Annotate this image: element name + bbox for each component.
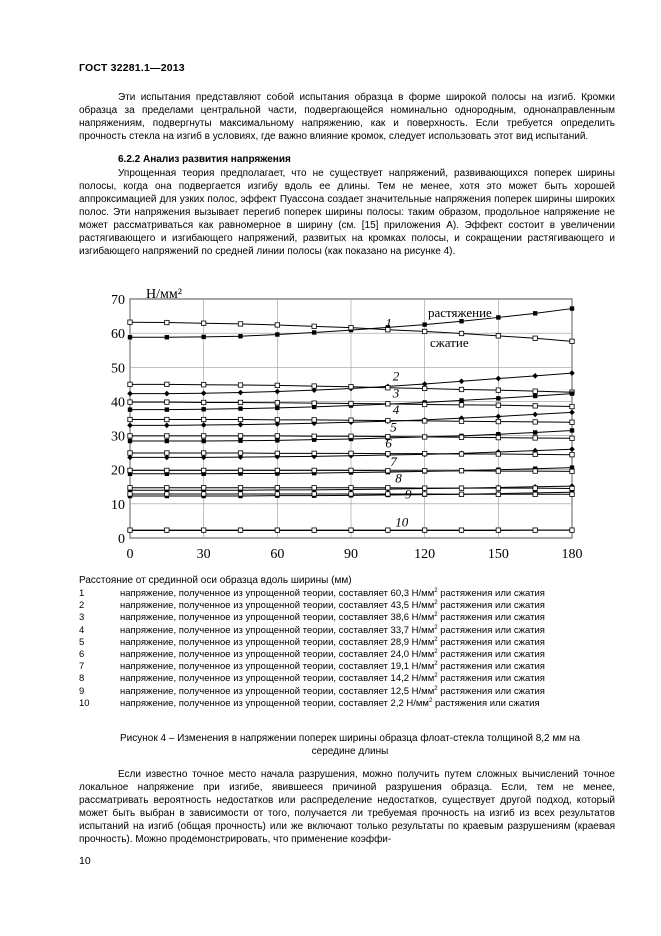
data-point	[312, 486, 316, 490]
data-point	[532, 412, 538, 418]
data-point	[165, 486, 169, 490]
data-point	[275, 383, 279, 387]
data-point	[386, 402, 390, 406]
data-point	[459, 452, 463, 456]
data-point	[201, 382, 205, 386]
data-point	[496, 414, 502, 420]
data-point	[275, 401, 279, 405]
data-point	[496, 388, 500, 392]
x-axis-caption: Расстояние от срединной оси образца вдоль ширины (мм)	[79, 575, 352, 586]
data-point	[201, 422, 207, 428]
legend-number: 7	[79, 661, 85, 673]
data-point	[275, 323, 279, 327]
data-point	[570, 528, 574, 532]
data-point	[349, 468, 353, 472]
legend-text: напряжение, полученное из упрощенной теории, составляет 2,2 $Н/мм^2$ растяжения или сжатия	[120, 697, 540, 709]
data-point	[569, 410, 575, 416]
data-point	[422, 402, 426, 406]
data-point	[238, 322, 242, 326]
data-point	[386, 469, 390, 473]
document-code-header: ГОСТ 32281.1—2013	[79, 62, 185, 74]
legend-number: 4	[79, 624, 85, 636]
data-point	[165, 382, 169, 386]
data-point	[459, 419, 463, 423]
data-point	[312, 451, 316, 455]
data-point	[201, 486, 205, 490]
data-point	[349, 325, 353, 329]
data-point	[128, 486, 132, 490]
data-point	[422, 492, 426, 496]
x-tick-label: 150	[487, 547, 509, 562]
data-point	[312, 434, 316, 438]
data-point	[459, 486, 463, 490]
stress-chart-svg	[90, 278, 590, 572]
legend-number: 9	[79, 685, 85, 697]
data-point	[459, 387, 463, 391]
legend-item	[79, 649, 619, 661]
data-point	[238, 400, 242, 404]
data-point	[570, 469, 574, 473]
data-point	[238, 417, 242, 421]
curve-label: 8	[395, 470, 402, 486]
data-point	[533, 394, 537, 398]
data-point	[201, 335, 205, 339]
data-point	[422, 486, 426, 490]
data-point	[569, 370, 575, 376]
data-point	[238, 528, 242, 532]
data-point	[312, 418, 316, 422]
curve-label: 3	[392, 385, 400, 401]
data-point	[533, 430, 537, 434]
data-point	[128, 320, 132, 324]
data-point	[165, 451, 169, 455]
data-point	[238, 406, 242, 410]
data-point	[570, 486, 574, 490]
data-point	[128, 335, 132, 339]
data-point	[128, 417, 132, 421]
curve-label: 10	[395, 514, 409, 530]
data-point	[496, 376, 502, 382]
data-point	[238, 438, 242, 442]
data-point	[238, 468, 242, 472]
legend-item	[79, 661, 619, 673]
data-point	[459, 398, 463, 402]
data-point	[312, 468, 316, 472]
data-point	[459, 528, 463, 532]
data-point	[422, 469, 426, 473]
data-point	[128, 400, 132, 404]
data-point	[496, 469, 500, 473]
y-tick-label: 0	[118, 532, 125, 547]
x-tick-label: 180	[561, 547, 583, 562]
data-point	[422, 322, 426, 326]
data-point	[459, 403, 463, 407]
data-point	[496, 492, 500, 496]
data-point	[312, 330, 316, 334]
data-point	[422, 528, 426, 532]
data-point	[496, 403, 500, 407]
legend-text: напряжение, полученное из упрощенной теории, составляет 33,7 $Н/мм^2$ растяжения или сжатия	[120, 624, 545, 636]
curve-legend	[79, 588, 619, 710]
data-point	[496, 452, 500, 456]
data-point	[532, 373, 538, 379]
data-point	[128, 439, 132, 443]
legend-text: напряжение, полученное из упрощенной теории, составляет 43,5 $Н/мм^2$ растяжения или сжатия	[120, 600, 545, 612]
data-point	[312, 492, 316, 496]
data-point	[238, 486, 242, 490]
legend-item	[79, 600, 619, 612]
paragraph-fracture-origin: Если известно точное место начала разрушения, можно получить путем сложных вычислений точное локальное напряжение при изгибе, явившееся причиной разрушения образца. Если, тем не менее, рассматривать вероятность недостатков или распределение недостатков, существует другой подход, который может быть выбран в зависимости от того, получается ли требуемая прочность на изгиб из всех результатов испытаний на изгиб (общая прочность) или же включают только результаты по краевым разрушениям (краевая прочность). Можно продемонстрировать, что применение коэффи-	[79, 769, 615, 845]
data-point	[201, 468, 205, 472]
data-point	[349, 401, 353, 405]
data-point	[570, 428, 574, 432]
data-point	[533, 311, 537, 315]
data-point	[238, 434, 242, 438]
curve-label: 4	[392, 402, 400, 418]
data-point	[533, 336, 537, 340]
x-tick-label: 60	[270, 547, 285, 562]
data-point	[275, 468, 279, 472]
data-point	[238, 451, 242, 455]
data-point	[533, 486, 537, 490]
data-point	[496, 486, 500, 490]
data-point	[533, 528, 537, 532]
data-point	[164, 423, 170, 429]
data-point	[201, 407, 205, 411]
legend-item	[79, 625, 619, 637]
data-point	[165, 335, 169, 339]
data-point	[165, 434, 169, 438]
data-point	[275, 528, 279, 532]
data-point	[570, 492, 574, 496]
data-point	[312, 324, 316, 328]
data-point	[238, 334, 242, 338]
x-tick-label: 120	[414, 547, 436, 562]
data-point	[570, 452, 574, 456]
page-number: 10	[79, 855, 91, 867]
data-point	[533, 420, 537, 424]
data-point	[349, 492, 353, 496]
legend-number: 5	[79, 636, 85, 648]
compression-annotation: сжатие	[430, 335, 469, 350]
data-point	[127, 391, 133, 397]
data-point	[496, 528, 500, 532]
data-point	[238, 383, 242, 387]
legend-number: 1	[79, 588, 85, 599]
data-point	[165, 468, 169, 472]
paragraph-edge-testing: Эти испытания представляют собой испытания образца в форме широкой полосы на изгиб. Кромки образца за пределами центральной части, подвергающейся номинально однородным, однонаправленным напряжениям, подвергнуты максимальному напряжению, как и поверхность. Если требуется определить прочность стекла на изгиб в условиях, где важно влияние кромок, следует использовать этот вид испытаний.	[79, 92, 615, 142]
data-point	[201, 390, 207, 396]
legend-number: 6	[79, 649, 85, 661]
data-point	[128, 468, 132, 472]
data-point	[238, 390, 244, 396]
data-point	[349, 486, 353, 490]
data-point	[275, 451, 279, 455]
data-point	[164, 391, 170, 397]
data-point	[165, 492, 169, 496]
data-point	[422, 419, 426, 423]
data-point	[422, 386, 426, 390]
data-point	[165, 439, 169, 443]
data-point	[201, 321, 205, 325]
data-point	[459, 469, 463, 473]
data-point	[275, 406, 279, 410]
legend-number: 8	[79, 673, 85, 685]
data-point	[533, 452, 537, 456]
legend-number: 10	[79, 697, 90, 709]
data-point	[496, 419, 500, 423]
legend-item	[79, 637, 619, 649]
data-point	[533, 492, 537, 496]
curve-label: 9	[405, 486, 412, 502]
data-point	[201, 417, 205, 421]
legend-item	[79, 698, 619, 710]
data-point	[165, 407, 169, 411]
data-point	[422, 435, 426, 439]
legend-text: напряжение, полученное из упрощенной теории, составляет 38,6 $Н/мм^2$ растяжения или сжатия	[120, 612, 545, 624]
legend-item	[79, 612, 619, 624]
data-point	[570, 436, 574, 440]
data-point	[570, 404, 574, 408]
y-tick-label: 50	[111, 361, 125, 377]
y-tick-label: 70	[111, 293, 125, 308]
data-point	[275, 434, 279, 438]
y-axis-label: Н/мм²	[146, 287, 182, 302]
curve-label: 2	[392, 368, 400, 384]
x-tick-label: 30	[196, 547, 211, 562]
data-point	[201, 492, 205, 496]
data-point	[275, 486, 279, 490]
data-point	[312, 528, 316, 532]
data-point	[275, 418, 279, 422]
data-point	[570, 391, 574, 395]
data-point	[569, 446, 575, 452]
curve-label: 7	[390, 453, 397, 469]
tension-annotation: растяжение	[428, 305, 492, 320]
data-point	[496, 396, 500, 400]
data-point	[386, 492, 390, 496]
data-point	[459, 492, 463, 496]
data-point	[422, 329, 426, 333]
data-point	[201, 434, 205, 438]
data-point	[496, 334, 500, 338]
y-tick-label: 60	[111, 327, 125, 343]
data-point	[128, 382, 132, 386]
data-point	[349, 385, 353, 389]
data-point	[496, 315, 500, 319]
data-point	[349, 434, 353, 438]
data-point	[275, 389, 281, 395]
data-point	[201, 439, 205, 443]
data-point	[459, 435, 463, 439]
y-tick-label: 30	[111, 429, 125, 445]
data-point	[570, 420, 574, 424]
data-point	[128, 528, 132, 532]
data-point	[165, 320, 169, 324]
curve-label: 1	[385, 315, 392, 331]
data-point	[275, 332, 279, 336]
legend-item	[79, 686, 619, 698]
y-tick-label: 10	[111, 497, 125, 513]
data-point	[496, 435, 500, 439]
curve-label: 5	[390, 419, 397, 435]
section-heading: 6.2.2 Анализ развития напряжения	[118, 154, 291, 165]
y-tick-label: 40	[111, 395, 125, 411]
legend-text: напряжение, полученное из упрощенной теории, составляет 60,3 $Н/мм^2$ растяжения или сжатия	[120, 587, 545, 599]
data-point	[165, 417, 169, 421]
data-point	[533, 404, 537, 408]
legend-text: напряжение, полученное из упрощенной теории, составляет 14,2 $Н/мм^2$ растяжения или сжатия	[120, 673, 545, 685]
data-point	[533, 469, 537, 473]
stress-chart	[90, 278, 590, 572]
data-point	[127, 423, 133, 429]
data-point	[165, 400, 169, 404]
y-tick-label: 20	[111, 463, 125, 479]
data-point	[201, 528, 205, 532]
data-point	[201, 451, 205, 455]
data-point	[165, 528, 169, 532]
data-point	[238, 492, 242, 496]
data-point	[386, 386, 390, 390]
legend-text: напряжение, полученное из упрощенной теории, составляет 19,1 $Н/мм^2$ растяжения или сжатия	[120, 661, 545, 673]
paragraph-stress-analysis: Упрощенная теория предполагает, что не существует напряжений, развивающихся поперек ширины полосы, когда она подвергается изгибу вдоль ее длины. Тем не менее, хотя это может быть хорошей аппроксимацией для узких полос, эффект Пуассона создает значительные напряжения поперек ширины широких полос. Эти напряжения вызывает перегиб поперек ширины полосы: таким образом, продольное напряжение не может рассматриваться как равномерное в ширину (см. [15] приложения А). Эффект состоит в увеличении растягивающего и изгибающего напряжений, развитых на кромках полосы, и сокращении растягивающего и изгибающего напряжений по средней линии полосы (как показано на рисунке 4).	[79, 168, 615, 257]
data-point	[201, 400, 205, 404]
legend-text: напряжение, полученное из упрощенной теории, составляет 12,5 $Н/мм^2$ растяжения или сжатия	[120, 685, 545, 697]
data-point	[570, 306, 574, 310]
data-point	[349, 528, 353, 532]
data-point	[349, 451, 353, 455]
data-point	[128, 434, 132, 438]
data-point	[570, 339, 574, 343]
data-point	[459, 378, 465, 384]
data-point	[533, 389, 537, 393]
data-point	[422, 451, 426, 455]
data-point	[275, 438, 279, 442]
data-point	[533, 436, 537, 440]
data-point	[386, 486, 390, 490]
data-point	[128, 492, 132, 496]
x-tick-label: 90	[344, 547, 358, 562]
figure-caption: Рисунок 4 – Изменения в напряжении поперек ширины образца флоат-стекла толщиной 8,2 мм на середине длины	[119, 733, 581, 757]
legend-item	[79, 673, 619, 685]
data-point	[128, 451, 132, 455]
curve-label: 6	[385, 435, 392, 451]
data-point	[312, 401, 316, 405]
data-point	[386, 528, 390, 532]
data-point	[128, 407, 132, 411]
data-point	[275, 492, 279, 496]
legend-text: напряжение, полученное из упрощенной теории, составляет 28,9 $Н/мм^2$ растяжения или сжатия	[120, 636, 545, 648]
legend-item	[79, 588, 619, 600]
legend-number: 3	[79, 612, 85, 624]
legend-text: напряжение, полученное из упрощенной теории, составляет 24,0 $Н/мм^2$ растяжения или сжатия	[120, 648, 545, 661]
data-point	[349, 418, 353, 422]
data-point	[312, 384, 316, 388]
x-tick-label: 0	[126, 547, 134, 562]
data-point	[238, 422, 244, 428]
legend-number: 2	[79, 600, 85, 612]
